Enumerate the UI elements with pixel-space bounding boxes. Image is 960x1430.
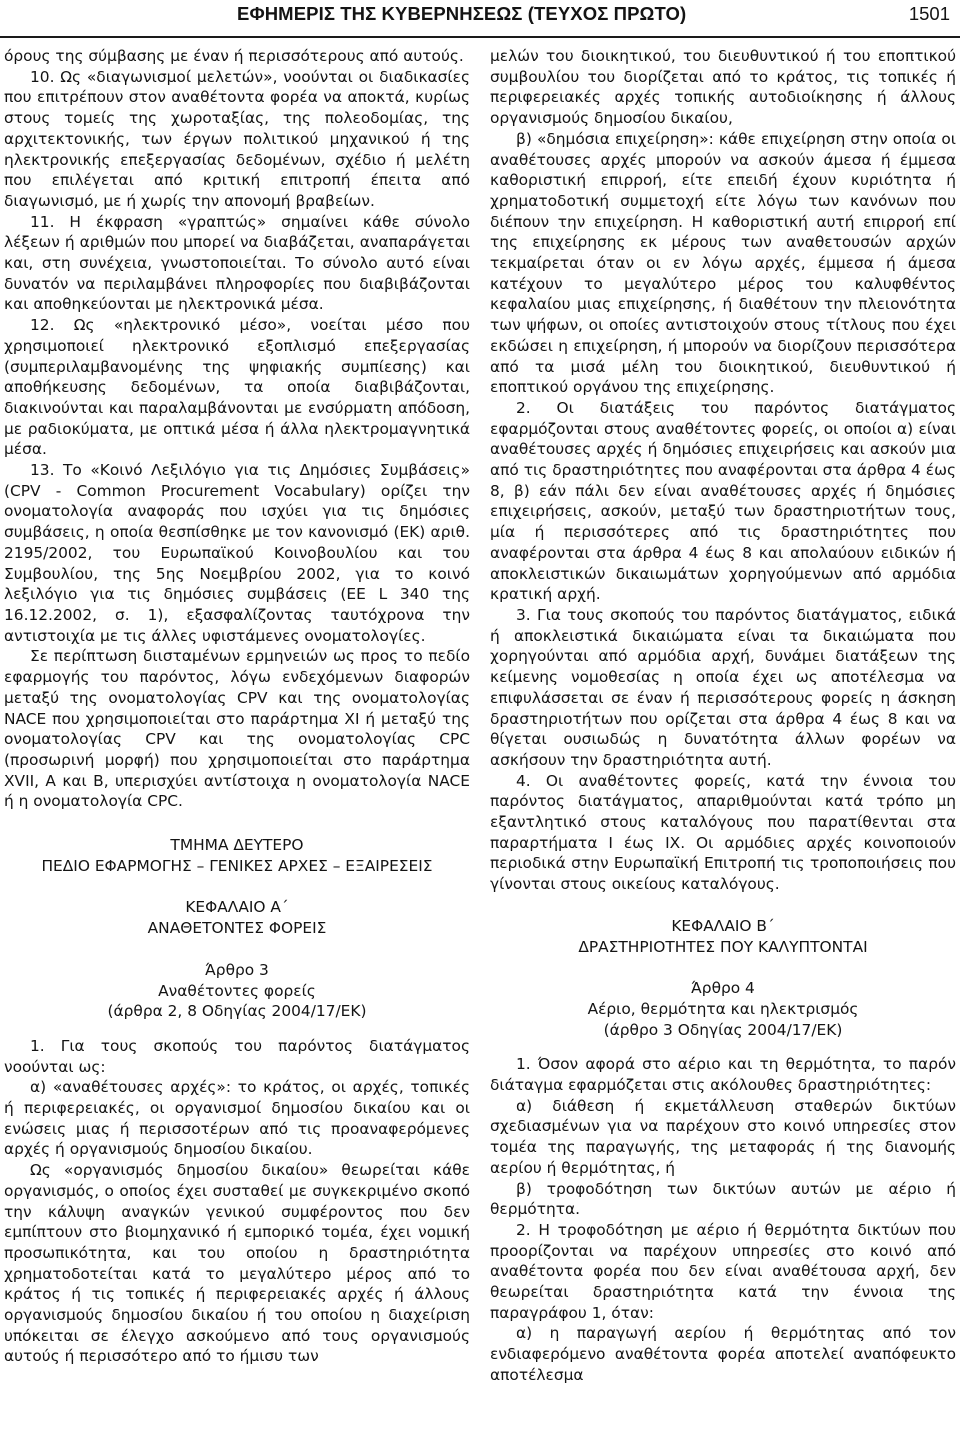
article-reference: (άρθρα 2, 8 Οδηγίας 2004/17/ΕΚ) xyxy=(107,1002,367,1021)
section-subtitle: ΠΕΔΙΟ ΕΦΑΡΜΟΓΗΣ – ΓΕΝΙΚΕΣ ΑΡΧΕΣ – ΕΞΑΙΡΕΣΕΙΣ xyxy=(41,856,433,875)
paragraph: 1. Για τους σκοπούς του παρόντος διατάγματος νοούνται ως: xyxy=(4,1036,470,1076)
paragraph: 1. Όσον αφορά στο αέριο και τη θερμότητα, το παρόν διάταγμα εφαρμόζεται στις ακόλουθες δραστηριότητες: xyxy=(490,1055,956,1095)
paragraph: 4. Οι αναθέτοντες φορείς, κατά την έννοια του παρόντος διατάγματος, απαριθμούνται κατά τρόπο μη εξαντλητικό στους καταλόγους που παρατίθενται στα παραρτήματα Ι έως ΙΧ. Οι αρμόδιες αρχές κοινοποιούν περιοδικά στην Ευρωπαϊκή Επιτροπή τις τροποποιήσεις που γίνονται στους οικείους καταλόγους. xyxy=(490,771,956,894)
paragraph: 2. Η τροφοδότηση με αέριο ή θερμότητα δικτύων που προορίζονται να παρέχουν υπηρεσίες στο κοινό από αναθέτοντα φορέα που δεν είναι αναθέτουσα αρχή, δεν θεωρείται δραστηριότητα κατά την έννοια της παραγράφου 1, όταν: xyxy=(490,1220,956,1322)
article-subtitle: Αναθέτοντες φορείς xyxy=(158,981,316,1000)
paragraph: α) «αναθέτουσες αρχές»: το κράτος, οι αρχές, τοπικές ή περιφερειακές, οι οργανισμοί δημοσίου δικαίου και οι ενώσεις μιας ή περισσοτέρων από τις προαναφερόμενες αρχές ή οργανισμούς δημοσίου δικαίου. xyxy=(4,1078,470,1159)
definition-10-paragraph: 10. Ως «διαγωνισμοί μελετών», νοούνται οι διαδικασίες που επιτρέπουν στον αναθέτοντα φορέα να αποκτά, κυρίως στους τομείς της χωροταξίας, της πολεοδομίας, της αρχιτεκτονικής, των έργων πολιτικού μηχανικού ή της ηλεκτρονικής επεξεργασίας δεδομένων, σχέδιο ή μελέτη που επιλέγεται από κριτική επιτροπή έπειτα από διαγωνισμό, με ή χωρίς την απονομή βραβείων. xyxy=(4,67,470,210)
page-header xyxy=(0,0,960,40)
chapter-subtitle: ΑΝΑΘΕΤΟΝΤΕΣ ΦΟΡΕΙΣ xyxy=(147,919,327,938)
article-title: Άρθρο 3 xyxy=(205,960,269,979)
paragraph: όρους της σύμβασης με έναν ή περισσότερους από αυτούς. xyxy=(4,47,464,65)
definition-11-paragraph: 11. Η έκφραση «γραπτώς» σημαίνει κάθε σύνολο λέξεων ή αριθμών που μπορεί να διαβάζεται, αναπαράγεται και, στη συνέχεια, γνωστοποιείται. Το σύνολο αυτό είναι δυνατόν να περιλαμβάνει πληροφορίες που διαβιβάζονται και αποθηκεύονται με ηλεκτρονικά μέσα. xyxy=(4,212,470,314)
chapter-title: ΚΕΦΑΛΑΙΟ Α΄ xyxy=(185,898,289,917)
right-column xyxy=(490,46,956,1386)
article-title: Άρθρο 4 xyxy=(691,979,755,998)
article-subtitle: Αέριο, θερμότητα και ηλεκτρισμός xyxy=(587,999,859,1018)
section-title: ΤΜΗΜΑ ΔΕΥΤΕΡΟ xyxy=(170,836,304,855)
paragraph: α) διάθεση ή εκμετάλλευση σταθερών δικτύων σχεδιασμένων για να παρέχουν στο κοινό υπηρεσίες στον τομέα της παραγωγής, της μεταφοράς ή της διανομής αερίου ή θερμότητας, ή xyxy=(490,1096,956,1177)
chapter-title: ΚΕΦΑΛΑΙΟ Β΄ xyxy=(671,916,775,935)
chapter-subtitle: ΔΡΑΣΤΗΡΙΟΤΗΤΕΣ ΠΟΥ ΚΑΛΥΠΤΟΝΤΑΙ xyxy=(578,937,868,956)
paragraph: β) «δημόσια επιχείρηση»: κάθε επιχείρηση στην οποία οι αναθέτουσες αρχές μπορούν να ασκούν άμεσα ή έμμεσα καθοριστική επιρροή, είτε επειδή έχουν κυριότητα ή χρηματοδοτική συμμετοχή είτε λόγω των κανόνων που διέπουν την επιχείρηση. Η καθοριστική αυτή επιρροή επί της επιχείρησης εκ μέρους των αναθετουσών αρχών τεκμαίρεται όταν οι εν λόγω αρχές, έμμεσα ή άμεσα κατέχουν το μεγαλύτερο μέρος του καλυφθέντος κεφαλαίου μιας επιχείρησης, ή διαθέτουν την πλειονότητα των ψήφων, οι οποίες αντιστοιχούν στους τίτλους που έχει εκδώσει η επιχείρηση, ή μπορούν να διορίζουν περισσότερα από τα μισά μέλη του διοικητικού, διευθυντικού ή εποπτικού οργάνου της επιχείρησης. xyxy=(490,129,956,397)
paragraph: 3. Για τους σκοπούς του παρόντος διατάγματος, ειδικά ή αποκλειστικά δικαιώματα είναι τα δικαιώματα που χορηγούνται από αρμόδια αρχή, δυνάμει διατάξεων της κείμενης νομοθεσίας η οποία έχει ως αποτέλεσμα να επιφυλάσσεται σε έναν ή περισσότερους φορείς η άσκηση δραστηριοτήτων που ορίζεται στα άρθρα 4 έως 8 και να θίγεται ουσιωδώς η δυνατότητα άλλων φορέων να ασκήσουν την δραστηριότητα αυτή. xyxy=(490,605,956,769)
journal-title: ΕΦΗΜΕΡΙΣ ΤΗΣ ΚΥΒΕΡΝΗΣΕΩΣ (ΤΕΥΧΟΣ ΠΡΩΤΟ) xyxy=(237,3,687,24)
header-rule xyxy=(0,36,960,38)
definition-12-paragraph: 12. Ως «ηλεκτρονικό μέσο», νοείται μέσο που χρησιμοποιεί ηλεκτρονικό εξοπλισμό επεξεργασίας (συμπεριλαμβανομένης της ψηφιακής συμπίεσης) και αποθήκευσης δεδομένων, τα οποία διαβιβάζονται, διακινούνται και παραλαμβάνονται με ενσύρματη απόδοση, με ραδιοκύματα, με οπτικά μέσα ή άλλα ηλεκτρομαγνητικά μέσα. xyxy=(4,316,470,459)
paragraph: 2. Οι διατάξεις του παρόντος διατάγματος εφαρμόζονται στους αναθέτοντες φορείς, οι οποίοι α) είναι αναθέτουσες αρχές ή δημόσιες επιχειρήσεις και ασκούν μια από τις δραστηριότητες που αναφέρονται στα άρθρα 4 έως 8, β) εάν πάλι δεν είναι αναθέτουσες αρχές ή δημόσιες επιχειρήσεις, ασκούν, μεταξύ των δραστηριοτήτων τους, μία ή περισσότερες από τις δραστηριότητες που αναφέρονται στα άρθρα 4 έως 8 και απολαύουν ειδικών ή αποκλειστικών δικαιωμάτων χορηγούμενων από αρμόδια κρατική αρχή. xyxy=(490,398,956,604)
article-reference: (άρθρο 3 Οδηγίας 2004/17/ΕΚ) xyxy=(603,1020,843,1039)
definition-13-paragraph: 13. Το «Κοινό Λεξιλόγιο για τις Δημόσιες Συμβάσεις» (CPV - Common Procurement Vocabulary) ορίζει την ονοματολογία αναφοράς που ισχύει για τις δημόσιες συμβάσεις, η οποία θεσπίσθηκε με τον κανονισμό (ΕΚ) αριθ. 2195/2002, του Ευρωπαϊκού Κοινοβουλίου και του Συμβουλίου, της 5ης Νοεμβρίου 2002, για το κοινό λεξιλόγιο για τις δημόσιες συμβάσεις (ΕΕ L 340 της 16.12.2002, σ. 1), εξασφαλίζοντας ταυτόχρονα την αντιστοιχία με τις άλλες υφιστάμενες ονοματολογίες. xyxy=(4,461,470,645)
paragraph: β) τροφοδότηση των δικτύων αυτών με αέριο ή θερμότητα. xyxy=(490,1179,956,1219)
paragraph: α) η παραγωγή αερίου ή θερμότητας από τον ενδιαφερόμενο αναθέτοντα φορέα αποτελεί αναπόφευκτο αποτέλεσμα xyxy=(490,1324,956,1384)
paragraph: μελών του διοικητικού, του διευθυντικού ή του εποπτικού συμβουλίου του διορίζεται από το κράτος, τις τοπικές ή περιφερειακές αρχές τοπικής αυτοδιοίκησης ή άλλους οργανισμούς δημοσίου δικαίου, xyxy=(490,47,956,128)
page-number: 1501 xyxy=(908,3,950,24)
paragraph: Ως «οργανισμός δημοσίου δικαίου» θεωρείται κάθε οργανισμός, ο οποίος έχει συσταθεί με συγκεκριμένο σκοπό την κάλυψη αναγκών γενικού συμφέροντος που δεν εμπίπτουν στο βιομηχανικό ή εμπορικό τομέα, έχει νομική προσωπικότητα, και του οποίου η δραστηριότητα χρηματοδοτείται κατά το μεγαλύτερο μέρος από το κράτος ή τις τοπικές ή περιφερειακές αρχές ή άλλους οργανισμούς δημοσίου δικαίου ή του οποίου η διαχείριση υπόκειται σε έλεγχο ασκούμενο από τους οργανισμούς αυτούς ή περισσότερο από το ήμισυ των xyxy=(4,1161,470,1366)
left-column xyxy=(4,46,470,1367)
paragraph: Σε περίπτωση διισταμένων ερμηνειών ως προς το πεδίο εφαρμογής του παρόντος, λόγω ενδεχόμενων διαφορών μεταξύ της ονοματολογίας CPV και της ονοματολογίας NACE που χρησιμοποιείται στο παράρτημα XI ή μεταξύ της ονοματολογίας CPV και της ονοματολογίας CPC (προσωρινή μορφή) που χρησιμοποιείται στο παράρτημα XVII, Α και Β, υπερισχύει αντίστοιχα η ονοματολογία NACE ή η ονοματολογία CPC. xyxy=(4,647,470,811)
